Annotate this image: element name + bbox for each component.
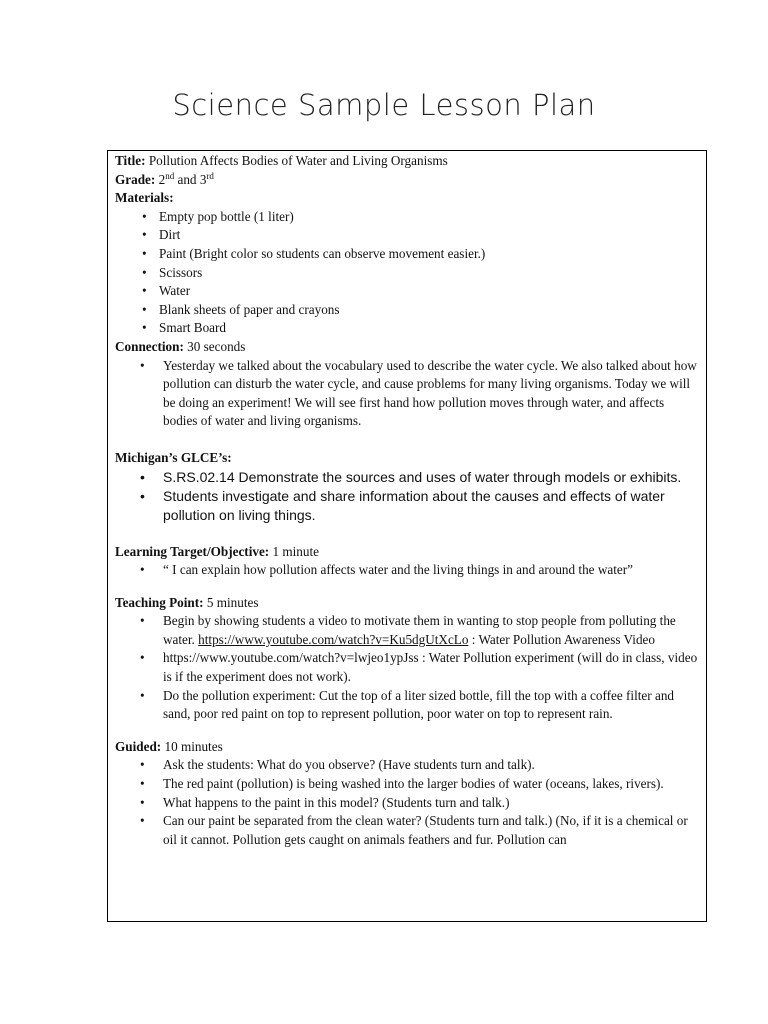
teaching-item (115, 612, 698, 649)
objective-item: • “ I can explain how pollution affects water and the living things in and around the water” (115, 561, 698, 580)
material-item: • Empty pop bottle (1 liter) (115, 208, 698, 227)
guided-time: 10 minutes (161, 738, 223, 754)
guided-item: • The red paint (pollution) is being washed into the larger bodies of water (oceans, lakes, rivers). (115, 775, 698, 794)
glce-item: • Students investigate and share information about the causes and effects of water pollution on living things. (115, 487, 698, 525)
title-value: Pollution Affects Bodies of Water and Living Organisms (145, 153, 448, 168)
grade-first-suffix: nd (165, 170, 175, 181)
material-item: • Paint (Bright color so students can observe movement easier.) (115, 245, 698, 264)
glce-list (115, 468, 698, 525)
objective-time: 1 minute (269, 543, 320, 559)
guided-item: • What happens to the paint in this model? (Students turn and talk.) (115, 794, 698, 813)
objective-label: Learning Target/Objective: (115, 543, 270, 559)
material-item: • Water (115, 282, 698, 301)
glce-item: • S.RS.02.14 Demonstrate the sources and uses of water through models or exhibits. (115, 468, 698, 487)
guided-item: • Can our paint be separated from the clean water? (Students turn and talk.) (No, if it is a chemical or oil it cannot. Pollution gets caught on animals feathers and fur. Pollution can (115, 812, 698, 849)
glce-label: Michigan’s GLCE’s: (115, 449, 232, 465)
material-item: • Blank sheets of paper and crayons (115, 301, 698, 320)
grade-second-suffix: rd (206, 170, 214, 181)
teaching-item-text: : Water Pollution Awareness Video (468, 631, 655, 647)
page-title: Science Sample Lesson Plan (172, 88, 596, 122)
teaching-item: • https://www.youtube.com/watch?v=lwjeo1ypJss : Water Pollution experiment (will do in class, video is if the experiment does not work). (115, 649, 698, 686)
guided-item: • Ask the students: What do you observe? (Have students turn and talk). (115, 756, 698, 775)
material-item: • Dirt (115, 226, 698, 245)
materials-heading (115, 189, 698, 208)
objective-heading (115, 543, 698, 562)
teaching-heading (115, 594, 698, 613)
teaching-list (115, 612, 698, 724)
teaching-label: Teaching Point: (115, 594, 204, 610)
title-label: Title: (115, 153, 146, 168)
materials-list (115, 208, 698, 338)
guided-label: Guided: (115, 738, 162, 754)
guided-list (115, 756, 698, 849)
guided-heading (115, 738, 698, 757)
materials-label: Materials: (115, 190, 174, 206)
connection-list (115, 357, 698, 431)
grade-label: Grade: (115, 171, 156, 187)
teaching-time: 5 minutes (203, 594, 259, 610)
connection-heading (115, 338, 698, 357)
grade-row (115, 171, 698, 190)
lesson-plan-table (107, 150, 707, 922)
connection-item: • Yesterday we talked about the vocabulary used to describe the water cycle. We also talked about how pollution can disturb the water cycle, and cause problems for many living organisms. Today we will be doing an experiment! We will see first hand how pollution moves through water, and affects bodies of water and living organisms. (115, 357, 698, 431)
grade-first: 2 (155, 171, 166, 187)
glce-heading (115, 449, 698, 468)
material-item: • Scissors (115, 264, 698, 283)
connection-label: Connection: (115, 338, 184, 354)
teaching-item: • Do the pollution experiment: Cut the top of a liter sized bottle, fill the top with a coffee filter and sand, poor red paint on top to represent pollution, poor water on top to represent rain. (115, 687, 698, 724)
material-item: • Smart Board (115, 319, 698, 338)
title-row (115, 152, 698, 171)
grade-and: and 3 (174, 171, 207, 187)
teaching-item-text: Begin by showing students a video to motivate them in wanting to stop people from polluting the water. (163, 613, 676, 647)
connection-time: 30 seconds (183, 338, 246, 354)
objective-list (115, 561, 698, 580)
video-link[interactable]: https://www.youtube.com/watch?v=Ku5dgUtXcLo (198, 631, 469, 647)
